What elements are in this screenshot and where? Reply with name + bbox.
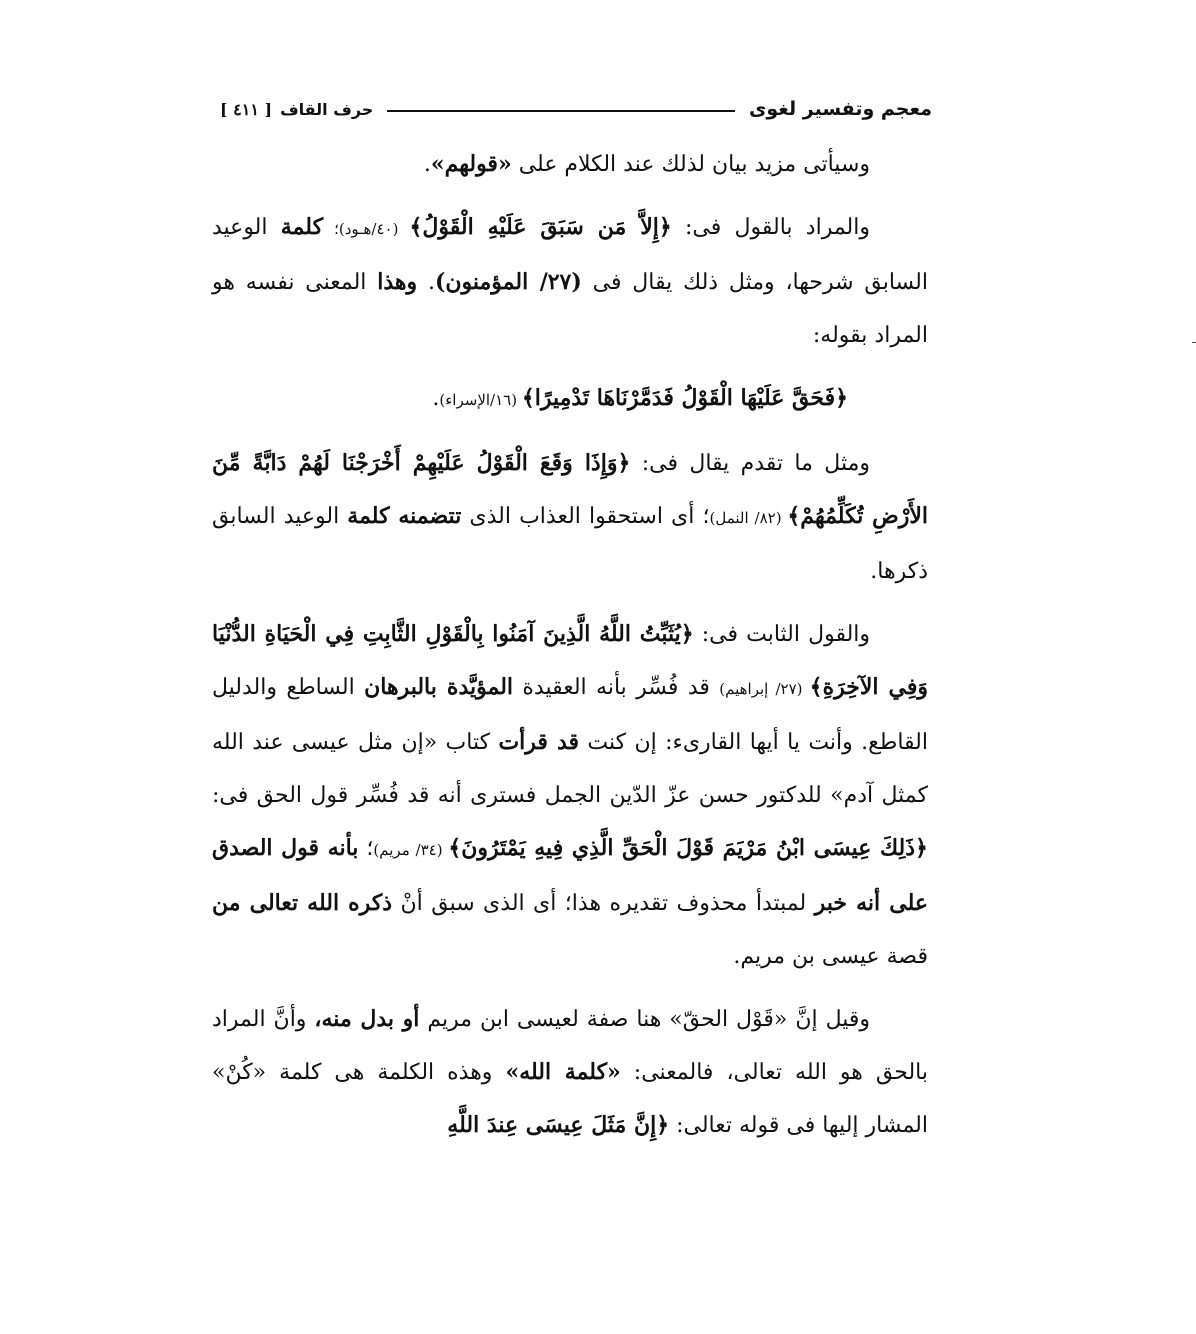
text-segment: والقول الثابت فى:	[693, 622, 871, 647]
verse-reference: (٨٢/ النمل)	[709, 509, 788, 527]
bold-text: «قولهم»	[430, 151, 512, 177]
header-rule	[387, 110, 735, 112]
bold-text: بأنه قول الصدق على أنه خبر	[212, 835, 928, 916]
verse-reference: (١٦/الإسراء)	[439, 391, 522, 409]
paragraph	[212, 437, 928, 598]
bold-text: المؤيَّدة بالبرهان	[364, 674, 514, 700]
text-segment: .	[417, 270, 435, 295]
text-segment: وأنَّ المراد بالحق هو الله تعالى، فالمعنى:	[212, 1007, 928, 1085]
verse-quote	[212, 372, 928, 427]
quran-verse: ﴿ذَلِكَ عِيسَى ابْنُ مَرْيَمَ قَوْلَ الْحَقِّ الَّذِي فِيهِ يَمْتَرُونَ﴾	[448, 835, 928, 861]
paragraph	[212, 138, 928, 191]
text-segment: ؛	[358, 836, 374, 861]
text-segment: لمبتدأ محذوف تقديره هذا؛ أى الذى سبق أنْ	[392, 891, 815, 916]
quran-verse: ﴿فَحَقَّ عَلَيْهَا الْقَوْلُ فَدَمَّرْنَاهَا تَدْمِيرًا﴾	[521, 385, 848, 411]
quran-verse: ﴿إِلاَّ مَن سَبَقَ عَلَيْهِ الْقَوْلُ﴾	[409, 214, 672, 240]
paragraph	[212, 993, 928, 1152]
text-segment: وسيأتى مزيد بيان لذلك عند الكلام على	[511, 152, 870, 177]
margin-mark	[1192, 342, 1196, 343]
text-segment: المعنى نفسه هو المراد بقوله:	[212, 270, 928, 348]
quran-verse: ﴿إِنَّ مَثَلَ عِيسَى عِندَ اللَّهِ	[447, 1112, 670, 1138]
paragraph	[212, 608, 928, 983]
quran-verse: ﴿يُثَبِّتُ اللَّهُ الَّذِينَ آمَنُوا بِالْقَوْلِ الثَّابِتِ فِي الْحَيَاةِ الدُّنْيَا وَفِي الآخِرَةِ﴾	[212, 621, 929, 700]
section-title: حرف القاف	[280, 99, 374, 119]
text-segment: .	[432, 386, 440, 411]
text-segment: قصة عيسى بن مريم.	[733, 944, 928, 969]
text-segment: ؛ أى استحقوا العذاب الذى	[461, 504, 710, 529]
page-header	[220, 92, 932, 126]
book-title: معجم وتفسير لغوى	[748, 98, 932, 120]
bold-text: كلمة	[280, 214, 324, 240]
text-segment: وهذه الكلمة هى كلمة «كُنْ» المشار إليها فى قوله تعالى:	[212, 1060, 928, 1138]
bold-text: (٢٧/ المؤمنون)	[434, 269, 582, 295]
bold-text: وهذا	[377, 269, 418, 295]
page-body	[212, 138, 928, 1162]
quran-verse: ﴿وَإِذَا وَقَعَ الْقَوْلُ عَلَيْهِمْ أَخْرَجْنَا لَهُمْ دَابَّةً مِّنَ الأَرْضِ تُكَلِّمُهُمْ﴾	[212, 450, 928, 529]
verse-reference: (٣٤/ مريم)	[373, 841, 449, 859]
paragraph	[212, 201, 928, 362]
text-segment: والمراد بالقول فى:	[671, 215, 871, 240]
text-segment: ومثل ما تقدم يقال فى:	[630, 451, 870, 476]
text-segment: الوعيد السابق شرحها، ومثل ذلك يقال فى	[212, 215, 928, 295]
text-segment: الساطع والدليل القاطع. وأنت يا أيها القارىء: إن كنت	[212, 675, 928, 755]
bold-text: قد قرأت	[498, 729, 580, 755]
page-number: [ ٤١١ ]	[220, 99, 273, 119]
bold-text: تتضمنه كلمة	[347, 503, 462, 529]
text-segment: قد فُسِّر بأنه العقيدة	[513, 675, 720, 700]
bold-text: «كلمة الله»	[505, 1059, 621, 1085]
verse-reference: (٤٠/هـود)؛	[323, 220, 410, 238]
bold-text: أو بدل منه،	[314, 1006, 420, 1032]
text-segment: .	[423, 152, 431, 177]
text-segment: وقيل إنَّ «قَوْل الحقّ» هنا صفة لعيسى ابن مريم	[419, 1007, 871, 1032]
text-segment: كتاب «إن مثل عيسى عند الله كمثل آدم» للدكتور حسن عزّ الدّين الجمل فسترى أنه قد فُسِّر قول الحق فى:	[212, 730, 928, 808]
verse-reference: (٢٧/ إبراهيم)	[719, 680, 810, 698]
bold-text: ذكره الله تعالى من	[212, 890, 393, 916]
text-segment: الوعيد السابق ذكرها.	[212, 504, 928, 584]
